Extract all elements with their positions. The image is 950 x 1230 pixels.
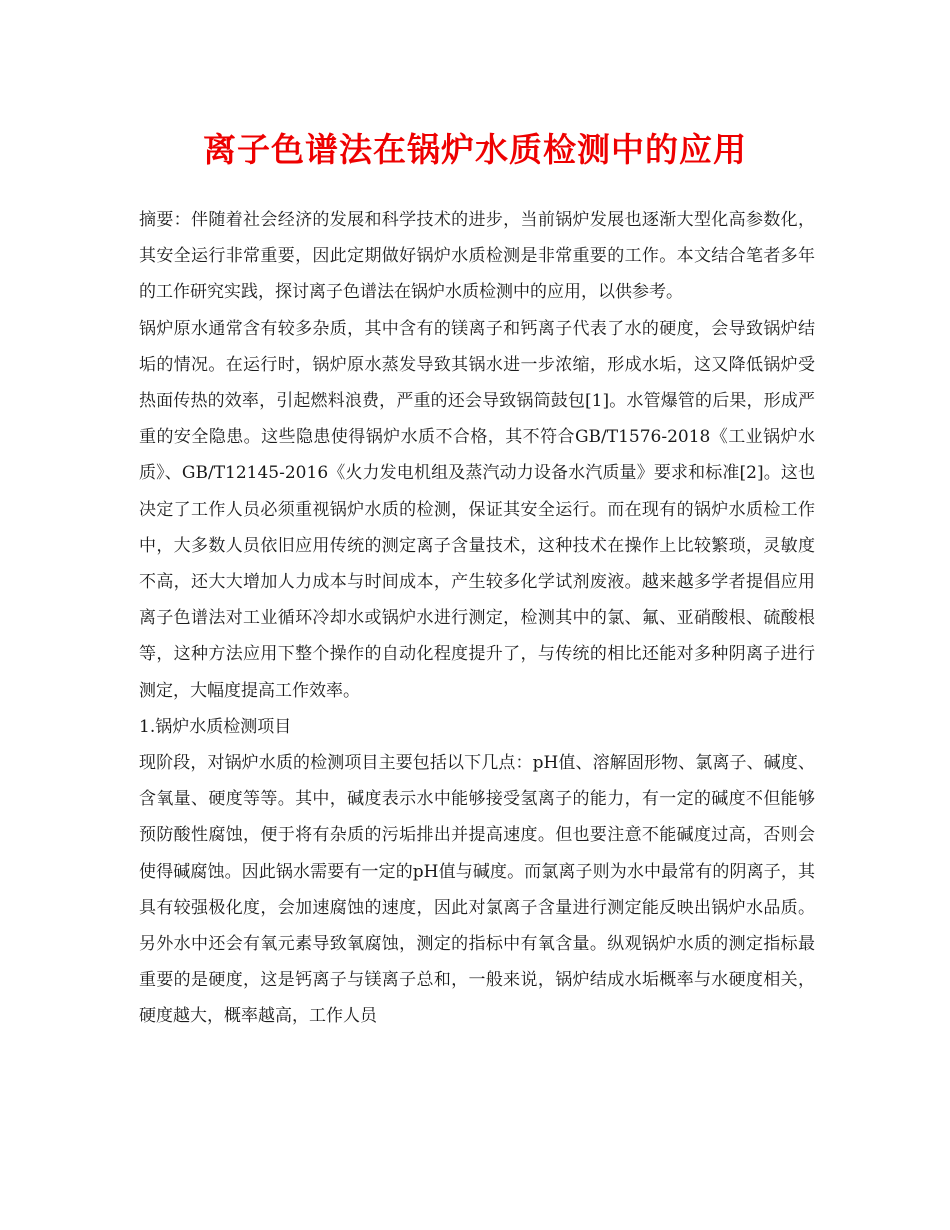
- abstract-paragraph: 摘要：伴随着社会经济的发展和科学技术的进步，当前锅炉发展也逐渐大型化高参数化，其安全运行非常重要，因此定期做好锅炉水质检测是非常重要的工作。本文结合笔者多年的工作研究实践，探讨离子色谱法在锅炉水质检测中的应用，以供参考。: [139, 210, 815, 303]
- document-body: [139, 202, 815, 1035]
- section-paragraph: 现阶段，对锅炉水质的检测项目主要包括以下几点：pH值、溶解固形物、氯离子、碱度、含氧量、硬度等等。其中，碱度表示水中能够接受氢离子的能力，有一定的碱度不但能够预防酸性腐蚀，便于将有杂质的污垢排出并提高速度。但也要注意不能碱度过高，否则会使得碱腐蚀。因此锅水需要有一定的pH值与碱度。而氯离子则为水中最常有的阴离子，其具有较强极化度，会加速腐蚀的速度，因此对氯离子含量进行测定能反映出锅炉水品质。另外水中还会有氧元素导致氧腐蚀，测定的指标中有氧含量。纵观锅炉水质的测定指标最重要的是硬度，这是钙离子与镁离子总和，一般来说，锅炉结成水垢概率与水硬度相关，硬度越大，概率越高，工作人员: [139, 753, 815, 1027]
- document-title: 离子色谱法在锅炉水质检测中的应用: [203, 130, 747, 169]
- intro-paragraph: 锅炉原水通常含有较多杂质，其中含有的镁离子和钙离子代表了水的硬度，会导致锅炉结垢的情况。在运行时，锅炉原水蒸发导致其锅水进一步浓缩，形成水垢，这又降低锅炉受热面传热的效率，引起燃料浪费，严重的还会导致锅筒鼓包[1]。水管爆管的后果，形成严重的安全隐患。这些隐患使得锅炉水质不合格，其不符合GB/T1576-2018《工业锅炉水质》、GB/T12145-2016《火力发电机组及蒸汽动力设备水汽质量》要求和标准[2]。这也决定了工作人员必须重视锅炉水质的检测，保证其安全运行。而在现有的锅炉水质检工作中，大多数人员依旧应用传统的测定离子含量技术，这种技术在操作上比较繁琐，灵敏度不高，还大大增加人力成本与时间成本，产生较多化学试剂废液。越来越多学者提倡应用离子色谱法对工业循环冷却水或锅炉水进行测定，检测其中的氯、氟、亚硝酸根、硫酸根等，这种方法应用下整个操作的自动化程度提升了，与传统的相比还能对多种阴离子进行测定，大幅度提高工作效率。: [139, 318, 815, 701]
- section-heading: 1.锅炉水质检测项目: [139, 716, 292, 737]
